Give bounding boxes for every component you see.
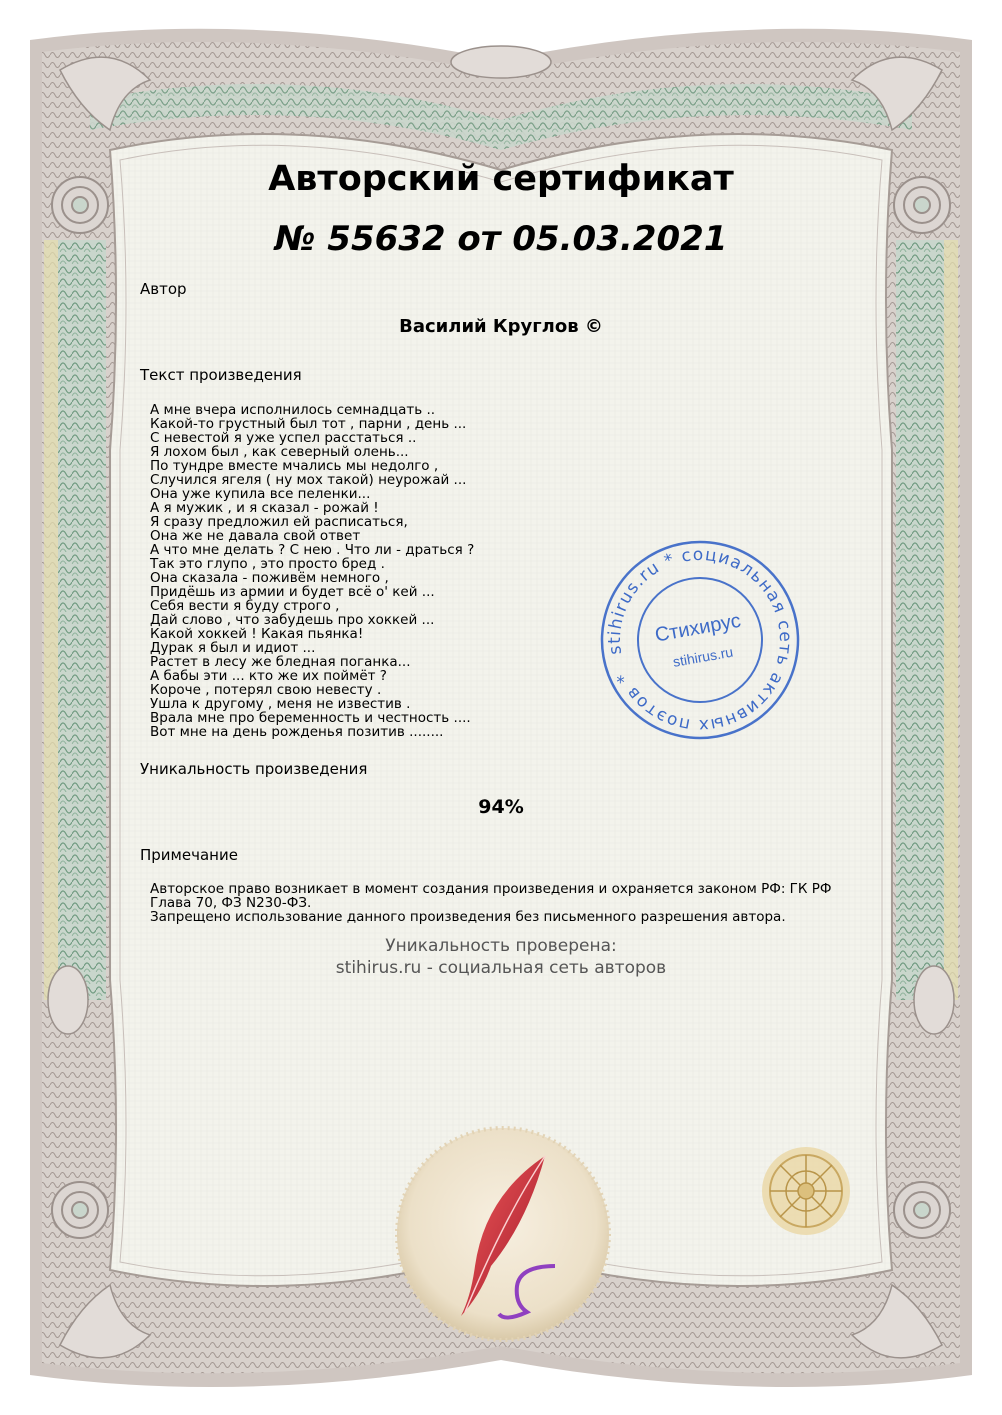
poem-line: Она же не давала свой ответ	[150, 528, 361, 544]
poem-line: Ушла к другому , меня не известив .	[150, 696, 411, 712]
poem-line: Какой-то грустный был тот , парни , день ...	[150, 416, 467, 432]
poem-text	[150, 403, 590, 739]
poem-line: Дай слово , что забудешь про хоккей ...	[150, 612, 435, 628]
certificate-number: № 55632 от 05.03.2021	[274, 219, 728, 259]
poem-line: По тундре вместе мчались мы недолго ,	[150, 458, 439, 474]
uniqueness-value: 94%	[478, 796, 524, 818]
certificate-title: Авторский сертификат	[268, 159, 734, 199]
poem-line: Она уже купила все пеленки...	[150, 486, 371, 502]
poem-line: А мне вчера исполнилось семнадцать ..	[150, 402, 436, 418]
stamp-name: Стихирус	[653, 609, 743, 647]
quill-logo-icon	[395, 1126, 611, 1342]
note-label: Примечание	[140, 846, 238, 864]
note-text	[150, 882, 850, 924]
uniqueness-label: Уникальность произведения	[140, 760, 368, 778]
poem-line: А бабы эти ... кто же их поймёт ?	[150, 668, 387, 684]
author-label: Автор	[140, 280, 187, 298]
note-line: Авторское право возникает в момент создания произведения и охраняется законом РФ: ГК РФ Глава 70, ФЗ N230-ФЗ.	[150, 881, 832, 911]
poem-line: Случился ягеля ( ну мох такой) неурожай ...	[150, 472, 467, 488]
verify-line-1: Уникальность проверена:	[385, 936, 617, 956]
verify-line-2: stihirus.ru - социальная сеть авторов	[335, 958, 667, 978]
author-name: Василий Круглов ©	[399, 316, 603, 337]
poem-line: Я лохом был , как северный олень...	[150, 444, 409, 460]
poem-line: Какой хоккей ! Какая пьянка!	[150, 626, 364, 642]
poem-line: Я сразу предложил ей расписаться,	[150, 514, 408, 530]
stamp-ring-text: stihirus.ru * социальная сеть активных поэтов *	[604, 544, 796, 736]
note-line: Запрещено использование данного произведения без письменного разрешения автора.	[150, 909, 786, 925]
poem-line: А что мне делать ? С нею . Что ли - драться ?	[150, 542, 475, 558]
poem-line: А я мужик , и я сказал - рожай !	[150, 500, 379, 516]
text-label: Текст произведения	[140, 366, 302, 384]
poem-line: Придёшь из армии и будет всё о' кей ...	[150, 584, 435, 600]
poem-line: Себя вести я буду строго ,	[150, 598, 340, 614]
stamp-site: stihirus.ru	[671, 643, 735, 670]
poem-line: Она сказала - поживём немного ,	[150, 570, 389, 586]
poem-line: Врала мне про беременность и честность ....	[150, 710, 471, 726]
poem-line: Вот мне на день рожденья позитив ........	[150, 724, 444, 740]
poem-line: Короче , потерял свою невесту .	[150, 682, 382, 698]
stihirus-stamp	[598, 538, 802, 742]
poem-line: С невестой я уже успел расстаться ..	[150, 430, 417, 446]
poem-line: Растет в лесу же бледная поганка...	[150, 654, 411, 670]
poem-line: Дурак я был и идиот ...	[150, 640, 316, 656]
svg-text:stihirus.ru * социальная сеть	[598, 538, 802, 742]
gold-rosette-icon	[760, 1145, 852, 1237]
poem-line: Так это глупо , это просто бред .	[150, 556, 385, 572]
